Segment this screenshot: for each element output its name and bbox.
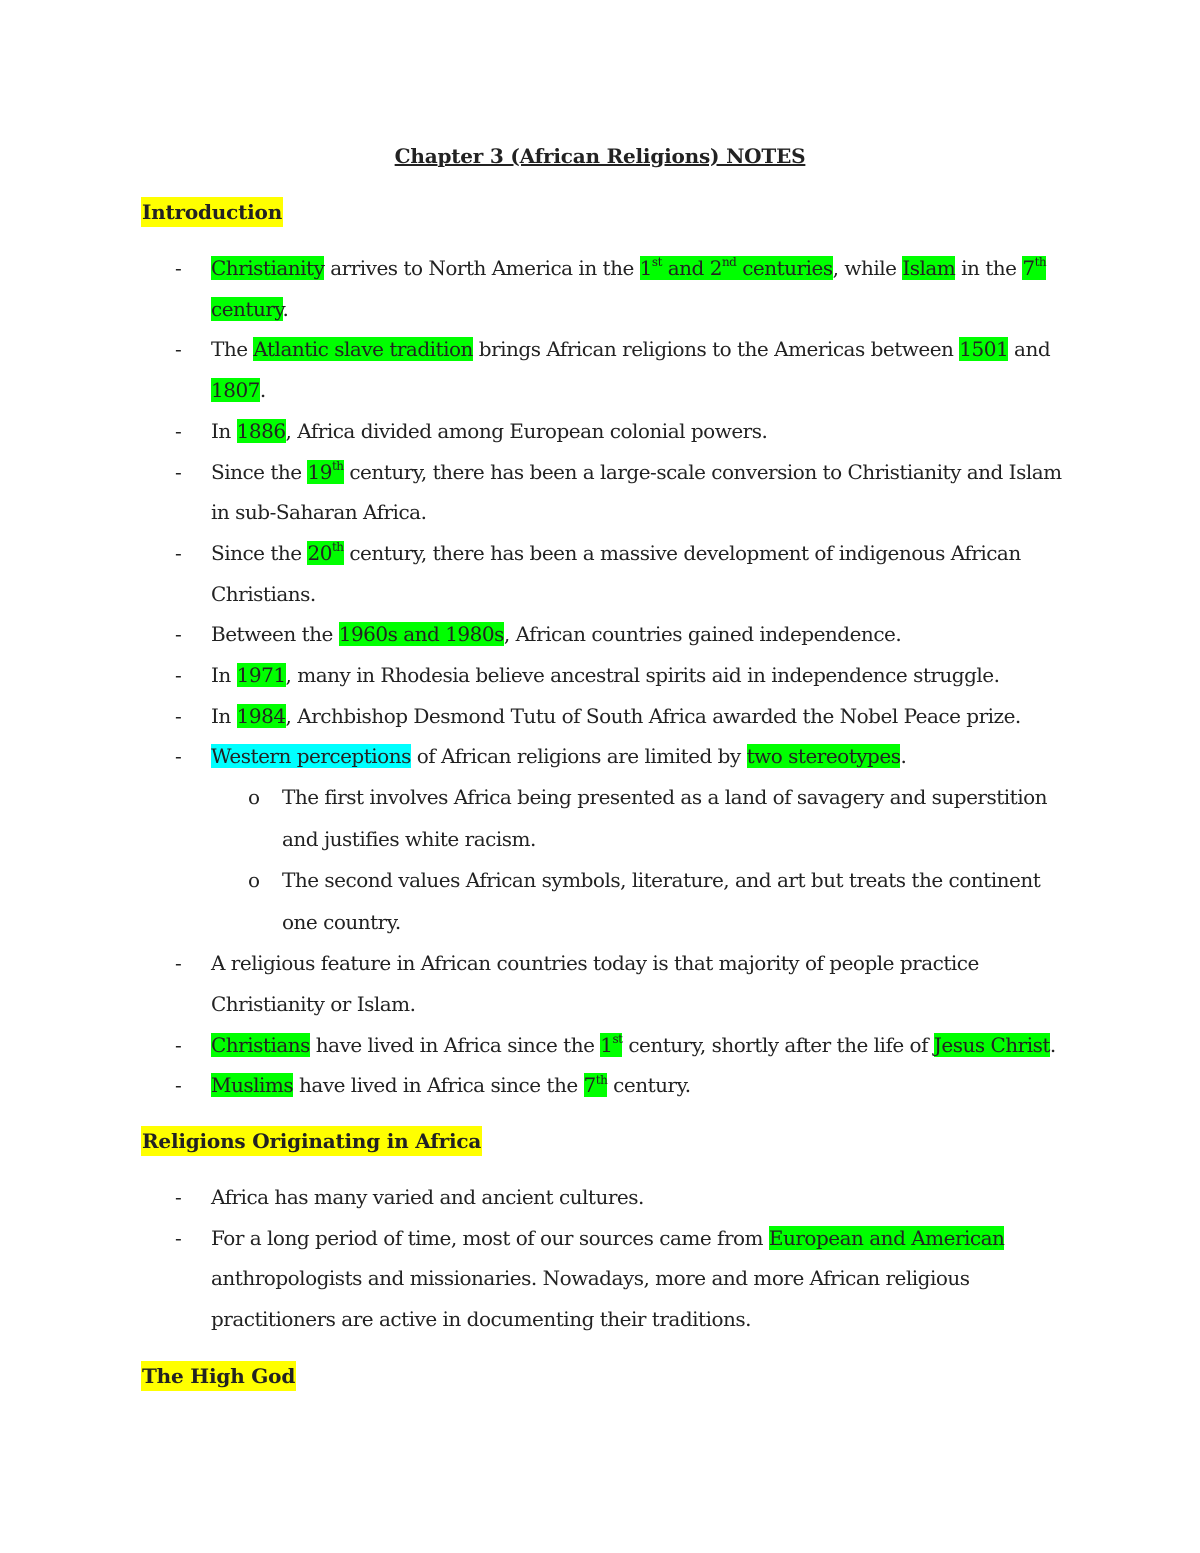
- dash-marker: -: [175, 459, 182, 484]
- sub-list-item: o The first involves Africa being presented as a land of savagery and superstition and justifies white racism.: [0, 777, 1062, 860]
- list-item: - Africa has many varied and ancient cultures.: [0, 1177, 1071, 1218]
- list-item: - For a long period of time, most of our sources came from European and American anthropologists and missionaries. Nowadays, more and more African religious practitioners are active in documenting their traditions.: [0, 1218, 1071, 1340]
- list-item: - Western perceptions of African religions are limited by two stereotypes.: [0, 736, 1071, 777]
- dash-marker: -: [175, 418, 182, 443]
- list-item: - In 1971, many in Rhodesia believe ancestral spirits aid in independence struggle.: [0, 655, 1071, 696]
- document-title: Chapter 3 (African Religions) NOTES: [394, 144, 806, 168]
- dash-marker: -: [175, 1225, 182, 1250]
- dash-marker: -: [175, 663, 182, 688]
- list-item: - In 1984, Archbishop Desmond Tutu of South Africa awarded the Nobel Peace prize.: [0, 696, 1071, 737]
- list-item: - Muslims have lived in Africa since the 7th century.: [0, 1065, 1071, 1106]
- heading-religions-originating: Religions Originating in Africa: [141, 1126, 482, 1156]
- sub-list-item: o The second values African symbols, literature, and art but treats the continent one country.: [0, 860, 1062, 943]
- dash-marker: -: [175, 1032, 182, 1057]
- list-item: - Since the 19th century, there has been a large-scale conversion to Christianity and Islam in sub-Saharan Africa.: [0, 452, 1071, 533]
- dash-marker: -: [175, 703, 182, 728]
- heading-high-god: The High God: [141, 1361, 296, 1391]
- dash-marker: -: [175, 540, 182, 565]
- circle-bullet-icon: o: [248, 785, 260, 810]
- list-item: - The Atlantic slave tradition brings African religions to the Americas between 1501 and 1807.: [0, 329, 1071, 410]
- dash-marker: -: [175, 1073, 182, 1098]
- circle-bullet-icon: o: [248, 868, 260, 893]
- list-item: - A religious feature in African countries today is that majority of people practice Christianity or Islam.: [0, 943, 1071, 1024]
- list-item: - In 1886, Africa divided among European colonial powers.: [0, 411, 1071, 452]
- list-item: - Christians have lived in Africa since the 1st century, shortly after the life of Jesus Christ.: [0, 1025, 1071, 1066]
- dash-marker: -: [175, 951, 182, 976]
- religions-list: [0, 1177, 1200, 1340]
- dash-marker: -: [175, 337, 182, 362]
- heading-introduction: Introduction: [141, 197, 283, 227]
- introduction-list: [0, 248, 1200, 1106]
- list-item: - Since the 20th century, there has been a massive development of indigenous African Christians.: [0, 533, 1071, 614]
- dash-marker: -: [175, 744, 182, 769]
- list-item: - Christianity arrives to North America in the 1st and 2nd centuries, while Islam in the 7th century.: [0, 248, 1071, 329]
- list-item: - Between the 1960s and 1980s, African countries gained independence.: [0, 614, 1071, 655]
- dash-marker: -: [175, 256, 182, 280]
- dash-marker: -: [175, 1185, 182, 1209]
- dash-marker: -: [175, 622, 182, 647]
